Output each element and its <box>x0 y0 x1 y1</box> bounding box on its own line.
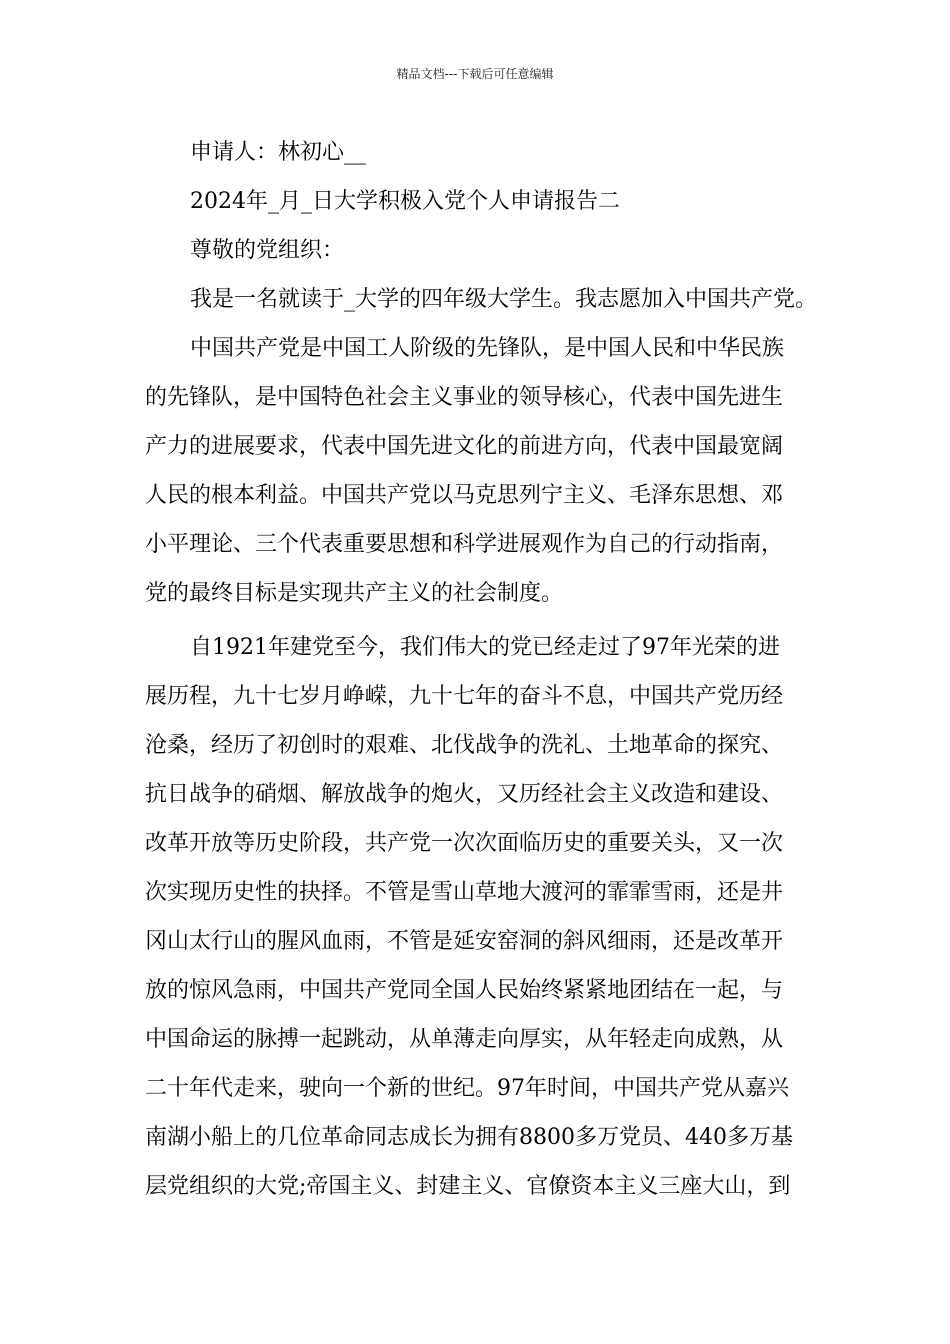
salutation-line: 尊敬的党组织： <box>190 238 345 263</box>
text-line: 放的惊风急雨，中国共产党同全国人民始终紧紧地团结在一起，与 <box>145 978 784 1003</box>
text-line: 中国命运的脉搏一起跳动，从单薄走向厚实，从年轻走向成熟，从 <box>145 1027 784 1052</box>
text-line: 我是一名就读于_大学的四年级大学生。我志愿加入中国共产党。 <box>190 287 818 312</box>
text-line: 产力的进展要求，代表中国先进文化的前进方向，代表中国最宽阔 <box>145 434 784 459</box>
text-line: 次实现历史性的抉择。不管是雪山草地大渡河的霏霏雪雨，还是井 <box>145 880 784 905</box>
text-line: 中国共产党是中国工人阶级的先锋队，是中国人民和中华民族 <box>190 336 785 361</box>
text-line: 人民的根本利益。中国共产党以马克思列宁主义、毛泽东思想、邓 <box>145 483 784 508</box>
text-line: 沧桑，经历了初创时的艰难、北伐战争的洗礼、土地革命的探究、 <box>145 733 784 758</box>
date-title-line: 2024年_月_日大学积极入党个人申请报告二 <box>190 189 620 214</box>
text-line: 二十年代走来，驶向一个新的世纪。97年时间，中国共产党从嘉兴 <box>145 1076 789 1101</box>
text-line: 党的最终目标是实现共产主义的社会制度。 <box>145 581 564 606</box>
text-line: 改革开放等历史阶段，共产党一次次面临历史的重要关头，又一次 <box>145 831 784 856</box>
text-line: 的先锋队，是中国特色社会主义事业的领导核心，代表中国先进生 <box>145 385 784 410</box>
text-line: 小平理论、三个代表重要思想和科学进展观作为自己的行动指南， <box>145 532 784 557</box>
text-line: 南湖小船上的几位革命同志成长为拥有8800多万党员、440多万基 <box>145 1125 793 1150</box>
applicant-line: 申请人：林初心__ <box>190 140 367 165</box>
text-line: 自1921年建党至今，我们伟大的党已经走过了97年光荣的进 <box>190 635 780 660</box>
text-line: 层党组织的大党;帝国主义、封建主义、官僚资本主义三座大山，到 <box>145 1174 791 1199</box>
text-line: 抗日战争的硝烟、解放战争的炮火，又历经社会主义改造和建设、 <box>145 782 784 807</box>
text-line: 展历程，九十七岁月峥嵘，九十七年的奋斗不息，中国共产党历经 <box>145 684 784 709</box>
page-header: 精品文档---下载后可任意编辑 <box>396 67 554 81</box>
text-line: 冈山太行山的腥风血雨，不管是延安窑洞的斜风细雨，还是改革开 <box>145 929 784 954</box>
